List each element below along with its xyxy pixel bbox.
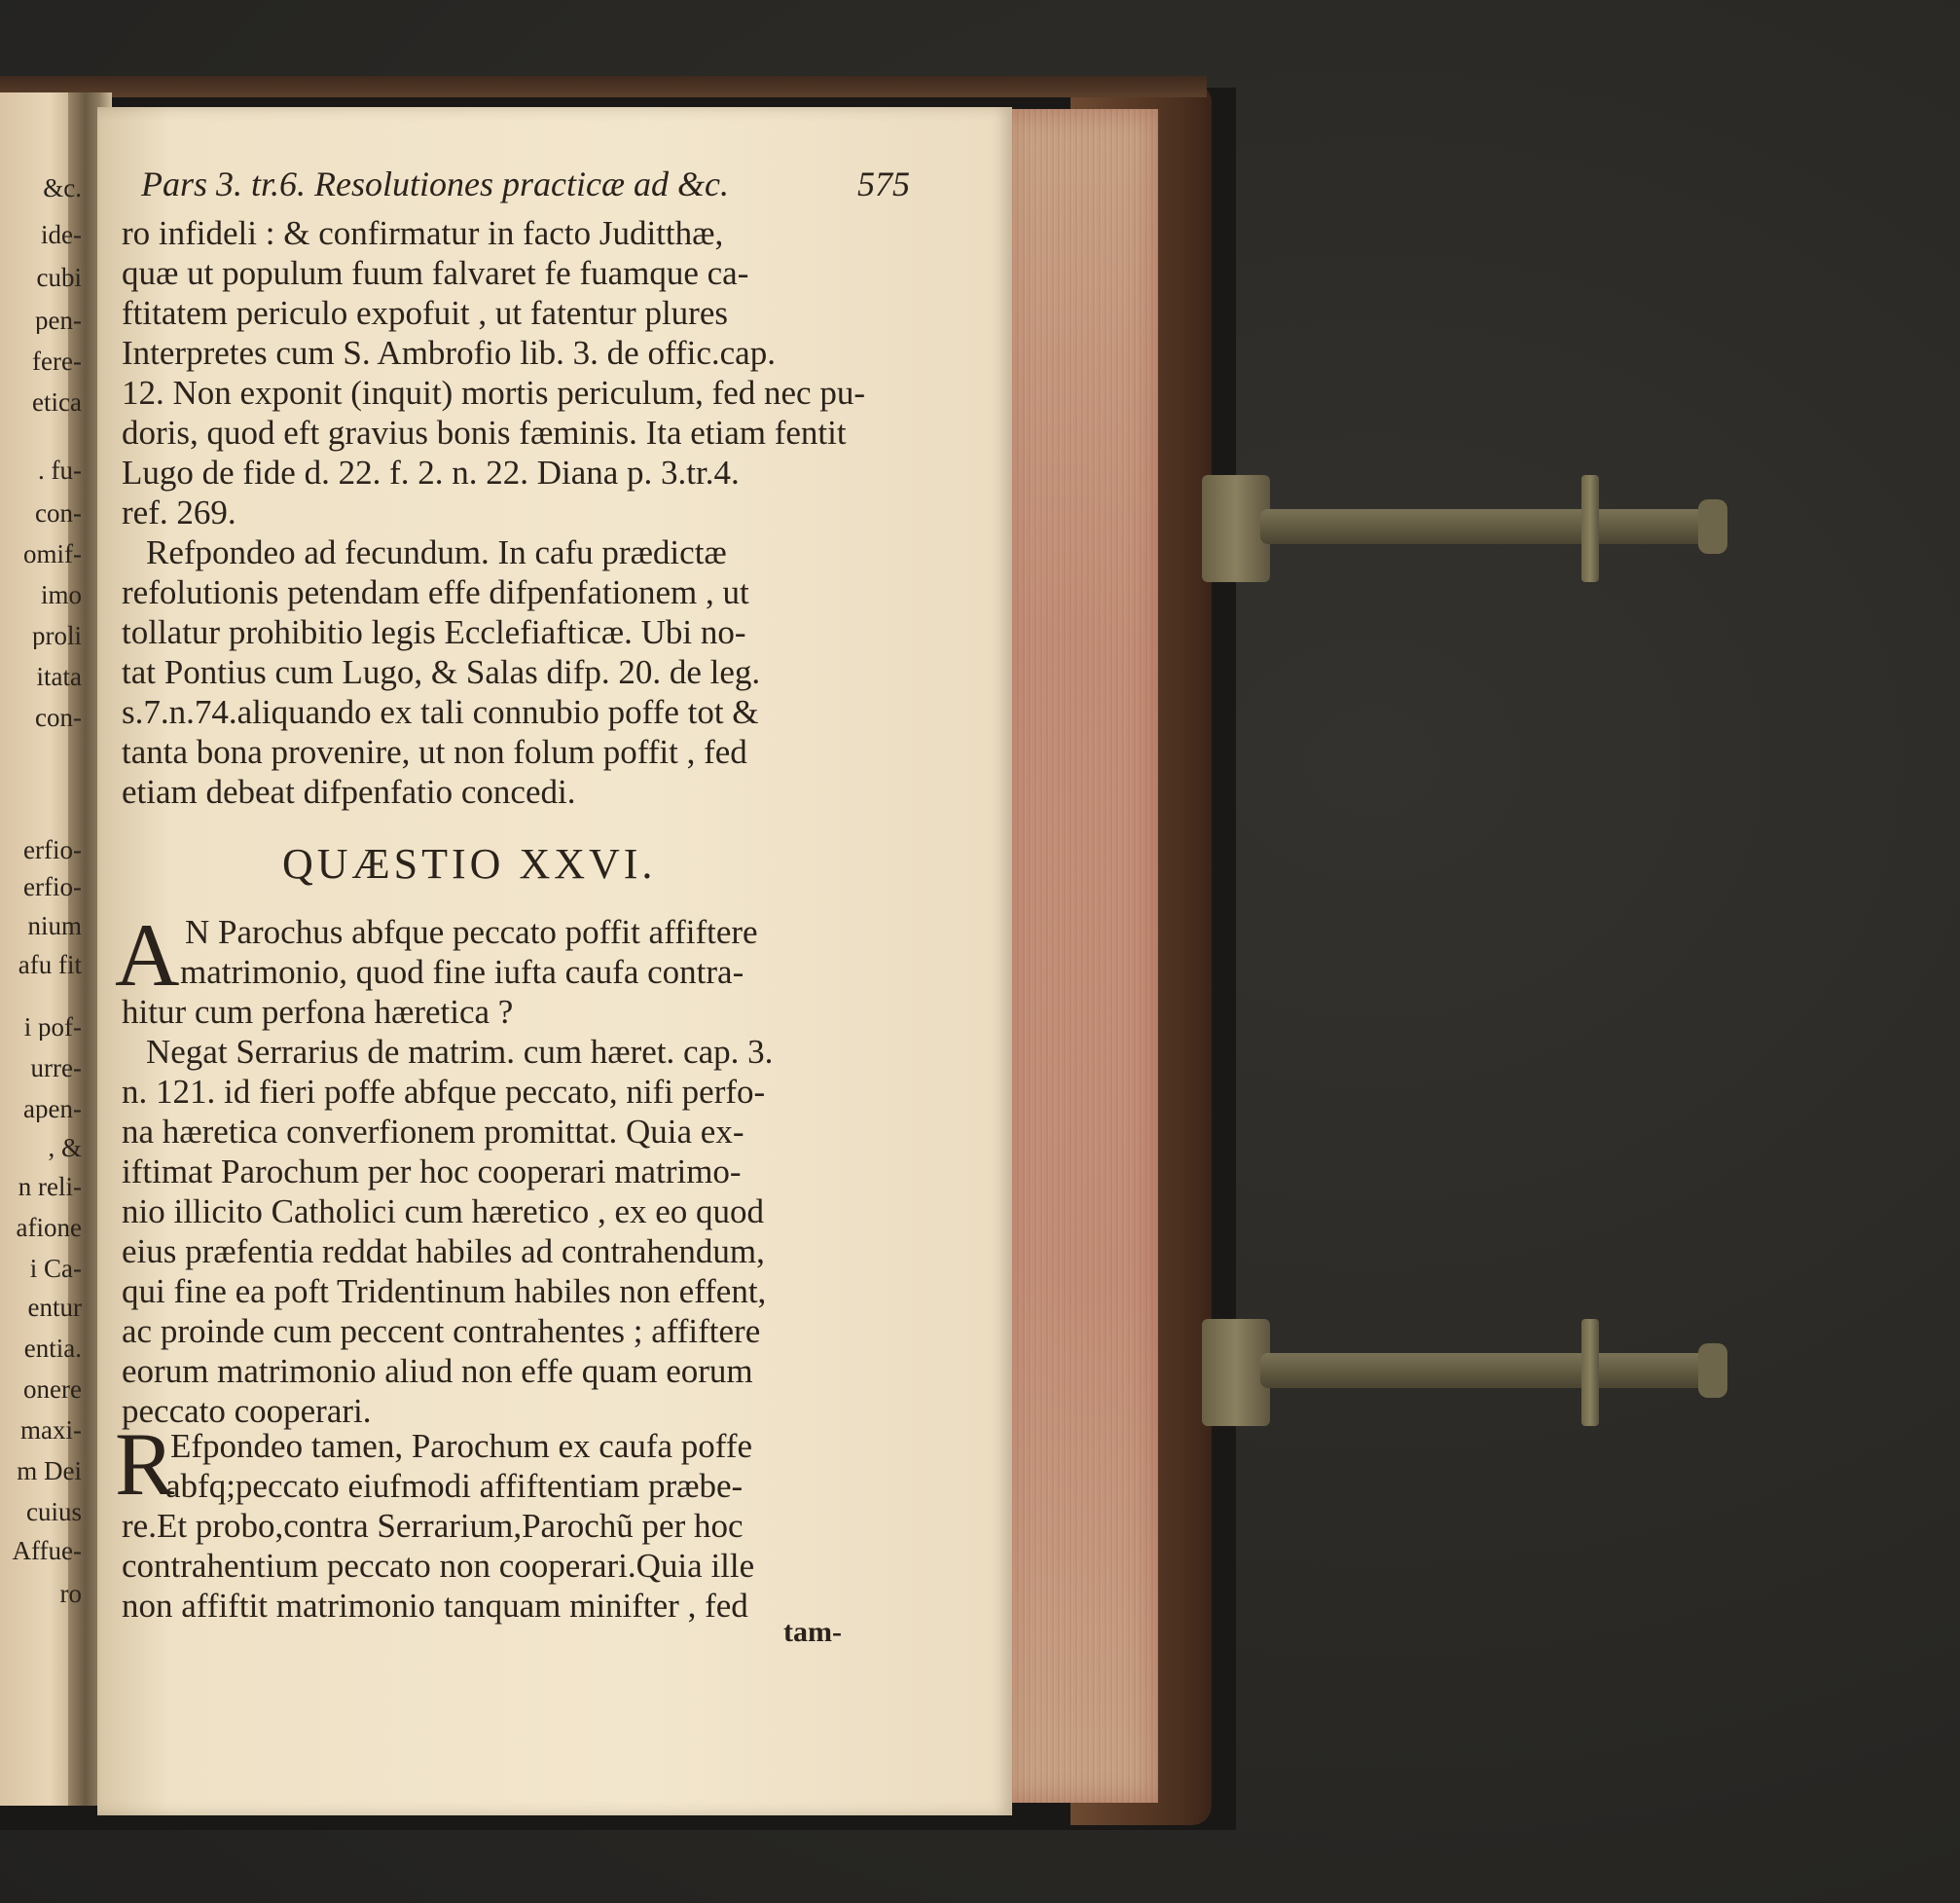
left-page-fragment: con-	[35, 705, 82, 731]
left-page-fragment: erfio-	[23, 874, 82, 900]
text-line: eorum matrimonio aliud non effe quam eorum	[122, 1352, 753, 1390]
text-line: quæ ut populum fuum falvaret fe fuamque ca-	[122, 254, 749, 292]
running-title: Pars 3. tr.6. Resolutiones practicæ ad &c.	[141, 165, 729, 203]
question-title: QUÆSTIO XXVI.	[282, 840, 657, 888]
clasp-bar	[1260, 509, 1718, 544]
clasp-bar	[1260, 1353, 1718, 1388]
top-headband	[0, 76, 1207, 97]
text-line: eius præfentia reddat habiles ad contrahendum,	[122, 1232, 765, 1270]
left-page-fragment: fere-	[32, 348, 82, 375]
text-line: nio illicito Catholici cum hæretico , ex eo quod	[122, 1192, 765, 1230]
running-header	[141, 164, 910, 204]
left-page-fragment: erfio-	[23, 837, 82, 863]
text-line: Refpondeo ad fecundum. In cafu prædictæ	[146, 533, 727, 571]
response-dropcap: R	[115, 1414, 175, 1514]
text-line: iftimat Parochum per hoc cooperari matrimo-	[122, 1153, 742, 1190]
left-page-fragment: entia.	[23, 1336, 82, 1362]
left-page-fragment: . fu-	[38, 457, 82, 484]
text-line: qui fine ea poft Tridentinum habiles non effent,	[122, 1272, 767, 1310]
left-page-fragment: Affue-	[12, 1538, 82, 1564]
text-line: 12. Non exponit (inquit) mortis periculum, fed nec pu-	[122, 374, 866, 412]
text-line: re.Et probo,contra Serrarium,Parochũ per hoc	[122, 1507, 744, 1545]
question-dropcap: A	[115, 905, 180, 1005]
clasp-crosspiece	[1581, 1319, 1599, 1426]
text-line: peccato cooperari.	[122, 1392, 372, 1430]
left-page-fragment: cuius	[26, 1499, 82, 1525]
text-line: Negat Serrarius de matrim. cum hæret. cap. 3.	[146, 1033, 774, 1071]
text-line: doris, quod eft gravius bonis fæminis. Ita etiam fentit	[122, 414, 847, 452]
text-line: n. 121. id fieri poffe abfque peccato, nifi perfo-	[122, 1073, 766, 1111]
red-sprinkled-edge	[1002, 109, 1158, 1803]
left-page-fragment: ro	[59, 1581, 82, 1607]
clasp-hook	[1698, 1343, 1727, 1398]
text-line: ftitatem periculo expofuit , ut fatentur plures	[122, 294, 728, 332]
text-line: refolutionis petendam effe difpenfationem , ut	[122, 573, 749, 611]
left-page-fragment: maxi-	[20, 1417, 82, 1444]
text-line: ref. 269.	[122, 494, 236, 531]
text-line: tat Pontius cum Lugo, & Salas difp. 20. de leg.	[122, 653, 761, 691]
left-page-fragment: pen-	[35, 308, 82, 334]
left-page-fragment: omif-	[23, 541, 82, 567]
left-page-fragment: n reli-	[18, 1174, 82, 1200]
left-page-fragment: ide-	[41, 222, 82, 248]
clasp-hook	[1698, 499, 1727, 554]
left-page-fragment: onere	[23, 1376, 82, 1403]
left-page-fragment: i pof-	[23, 1014, 82, 1041]
left-page-fragment: entur	[27, 1295, 82, 1321]
left-page-fragment: urre-	[30, 1055, 82, 1081]
page-number: 575	[857, 165, 910, 203]
text-line: contrahentium peccato non cooperari.Quia ille	[122, 1547, 755, 1585]
left-page-fragment: m Dei	[17, 1458, 82, 1484]
left-page-fragment: afione	[16, 1215, 82, 1241]
text-line: Efpondeo tamen, Parochum ex caufa poffe	[170, 1427, 753, 1465]
text-line: tanta bona provenire, ut non folum poffit , fed	[122, 733, 747, 771]
left-page-fragment: i Ca-	[29, 1256, 82, 1282]
left-page-fragment: &c.	[43, 175, 82, 201]
text-line: na hæretica converfionem promittat. Quia ex-	[122, 1113, 744, 1151]
left-page-fragment: proli	[32, 623, 82, 649]
left-page-fragment: afu fit	[18, 952, 82, 978]
left-page-fragment: itata	[36, 664, 82, 690]
text-line: tollatur prohibitio legis Ecclefiafticæ. Ubi no-	[122, 613, 746, 651]
text-line: etiam debeat difpenfatio concedi.	[122, 773, 576, 811]
clasp-crosspiece	[1581, 475, 1599, 582]
text-line: matrimonio, quod fine iufta caufa contra-	[180, 953, 744, 991]
text-line: non affiftit matrimonio tanquam minifter , fed	[122, 1587, 748, 1625]
left-page-fragment: apen-	[23, 1096, 82, 1122]
catchword: tam-	[783, 1616, 842, 1648]
text-line: Interpretes cum S. Ambrofio lib. 3. de offic.cap.	[122, 334, 776, 372]
left-page-fragment: etica	[32, 389, 82, 416]
left-page-fragment: nium	[27, 913, 82, 939]
text-line: ac proinde cum peccent contrahentes ; affiftere	[122, 1312, 761, 1350]
left-page-fragment: imo	[40, 582, 82, 608]
text-line: s.7.n.74.aliquando ex tali connubio poffe tot &	[122, 693, 759, 731]
text-line: Lugo de fide d. 22. f. 2. n. 22. Diana p. 3.tr.4.	[122, 454, 740, 492]
text-line: ro infideli : & confirmatur in facto Juditthæ,	[122, 214, 724, 252]
left-page-fragment: con-	[35, 500, 82, 527]
text-line: N Parochus abfque peccato poffit affiftere	[185, 913, 758, 951]
text-line: abfq;peccato eiufmodi affiftentiam præbe-	[165, 1467, 744, 1505]
left-page-fragment: cubi	[36, 265, 82, 291]
left-page-fragment: , &	[48, 1135, 82, 1161]
text-line: hitur cum perfona hæretica ?	[122, 993, 514, 1031]
